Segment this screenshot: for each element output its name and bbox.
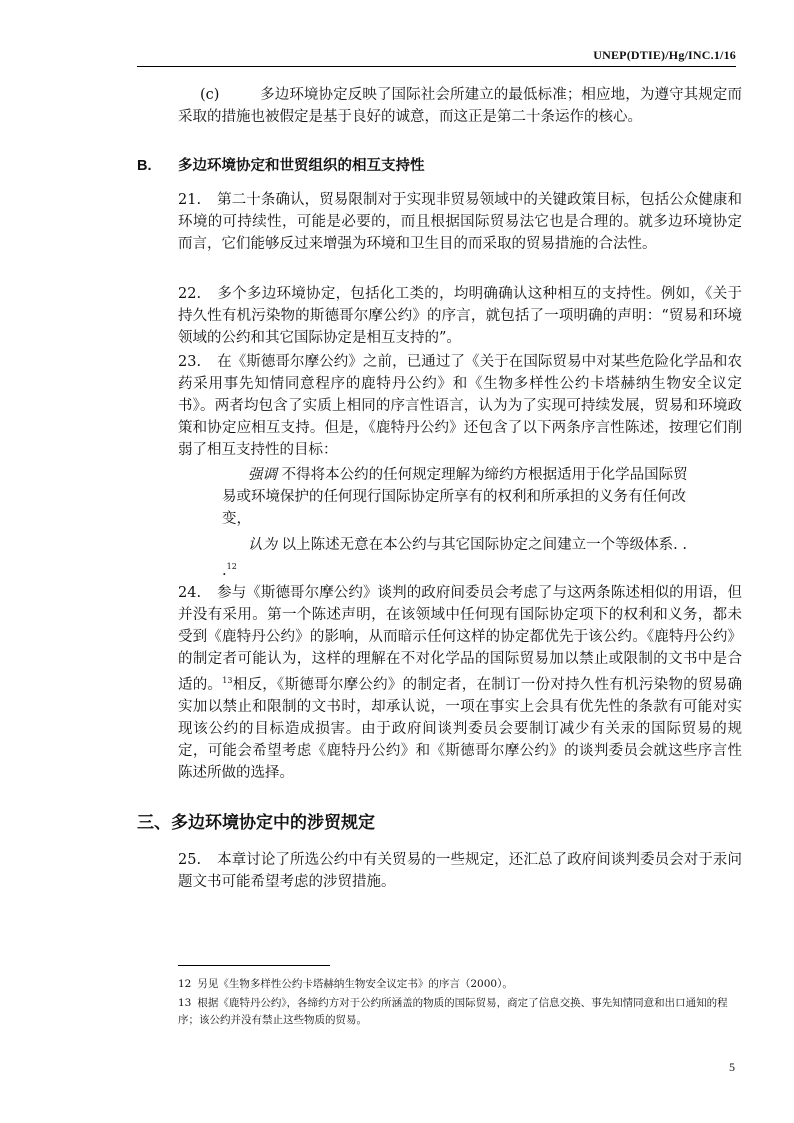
footnote-number: 13 — [178, 997, 192, 1009]
paragraph-text-continued: 相反，《斯德哥尔摩公约》的制定者，在制订一份对持久性有机污染物的贸易确实加以禁止和限制的文书时，却承认说，一项在事实上会具有优先性的条款有可能对实现该公约的目标造成损害。由于政府间谈判委员会要制订减少有关汞的国际贸易的规定，可能会希望考虑《鹿特丹公约》和《斯德哥尔摩公约》的谈判委员会就这些序言性陈述所做的选择。 — [178, 676, 742, 781]
footnote-ref: 13 — [222, 676, 233, 685]
quote-text: 不得将本公约的任何规定理解为缔约方根据适用于化学品国际贸易或环境保护的任何现行国际协定所享有的权利和所承担的义务有任何改变， — [222, 467, 688, 527]
paragraph-number: 22. — [178, 286, 202, 302]
paragraph-c — [178, 84, 742, 128]
paragraph-number: 24. — [178, 585, 202, 601]
paragraph-21 — [178, 189, 742, 255]
quote-2 — [222, 534, 702, 582]
quote-lead: 强调 — [248, 467, 277, 483]
paragraph-text: 多个多边环境协定，包括化工类的，均明确确认这种相互的支持性。例如，《关于持久性有机污染物的斯德哥尔摩公约》的序言，就包括了一项明确的声明：“贸易和环境领域的公约和其它国际协定是相互支持的”。 — [178, 286, 742, 346]
paragraph-24 — [178, 582, 742, 784]
paragraph-text: 多边环境协定反映了国际社会所建立的最低标准；相应地，为遵守其规定而采取的措施也被假定是基于良好的诚意，而这正是第二十条运作的核心。 — [178, 87, 742, 125]
paragraph-number: 21. — [178, 192, 202, 208]
footnote-rule — [178, 965, 330, 966]
quote-1 — [222, 464, 702, 530]
section-letter: B. — [137, 158, 152, 174]
header-rule — [137, 66, 736, 67]
paragraph-22 — [178, 283, 742, 349]
footnote-text: 另见《生物多样性公约卡塔赫纳生物安全议定书》的序言（2000）。 — [197, 978, 513, 990]
footnote-13 — [178, 995, 742, 1029]
footnote-ref: 12 — [226, 562, 237, 571]
section-title: 多边环境协定和世贸组织的相互支持性 — [178, 158, 425, 174]
footnote-text: 根据《鹿特丹公约》，各缔约方对于公约所涵盖的物质的国际贸易，商定了信息交换、事先知情同意和出口通知的程序；该公约并没有禁止这些物质的贸易。 — [178, 997, 728, 1026]
quote-lead: 认为 — [248, 537, 277, 553]
footnote-12 — [178, 976, 742, 993]
chapter-title: 三、多边环境协定中的涉贸规定 — [137, 813, 375, 833]
paragraph-25 — [178, 849, 742, 893]
section-heading — [137, 154, 425, 175]
paragraph-23 — [178, 351, 742, 461]
paragraph-text: 本章讨论了所选公约中有关贸易的一些规定，还汇总了政府间谈判委员会对于汞问题文书可能希望考虑的涉贸措施。 — [178, 852, 742, 890]
paragraph-text: 第二十条确认，贸易限制对于实现非贸易领域中的关键政策目标，包括公众健康和环境的可持续性，可能是必要的，而且根据国际贸易法它也是合理的。就多边环境协定而言，它们能够反过来增强为环境和卫生目的而采取的贸易措施的合法性。 — [178, 192, 742, 252]
paragraph-text: 参与《斯德哥尔摩公约》谈判的政府间委员会考虑了与这两条陈述相似的用语，但并没有采用。第一个陈述声明，在该领域中任何现有国际协定项下的权利和义务，都未受到《鹿特丹公约》的影响，从而暗示任何这样的协定都优先于该公约。《鹿特丹公约》的制定者可能认为，这样的理解在不对化学品的国际贸易加以禁止或限制的文书中是合适的。 — [178, 585, 742, 693]
paragraph-number: 23. — [178, 354, 202, 370]
paragraph-text: 在《斯德哥尔摩公约》之前，已通过了《关于在国际贸易中对某些危险化学品和农药采用事先知情同意程序的鹿特丹公约》和《生物多样性公约卡塔赫纳生物安全议定书》。两者均包含了实质上相同的序言性语言，认为为了实现可持续发展，贸易和环境政策和协定应相互支持。但是，《鹿特丹公约》还包含了以下两条序言性陈述，按理它们削弱了相互支持性的目标： — [178, 354, 742, 458]
quote-text: 以上陈述无意在本公约与其它国际协定之间建立一个等级体系. . . — [222, 537, 687, 579]
paragraph-label: (c) — [200, 87, 220, 103]
page-number: 5 — [729, 1060, 735, 1074]
document-id: UNEP(DTIE)/Hg/INC.1/16 — [593, 48, 736, 62]
paragraph-number: 25. — [178, 852, 202, 868]
footnote-number: 12 — [178, 978, 192, 990]
